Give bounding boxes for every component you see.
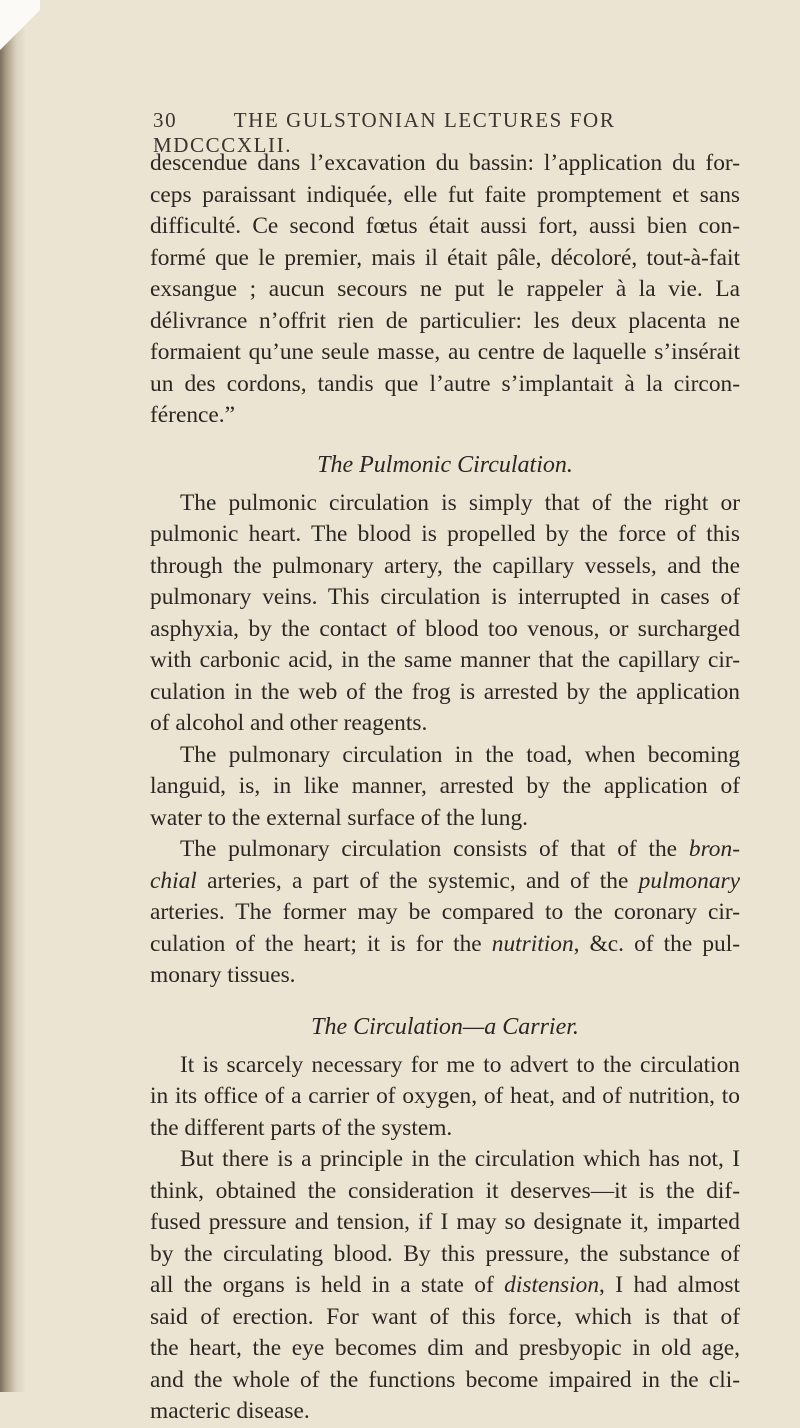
text-line: It is scarcely necessary for me to advert to the circulation	[180, 1051, 740, 1078]
text-line: arteries. The former may be compared to the coronary cir-	[150, 899, 740, 925]
section-heading-carrier: The Circulation—a Carrier.	[311, 1013, 579, 1040]
page-body	[150, 148, 740, 1428]
text-line: culation of the heart; it is for the nutrition, &c. of the pul-	[150, 930, 740, 957]
text-line: asphyxia, by the contact of blood too venous, or surcharged	[150, 615, 740, 642]
text-line: chial arteries, a part of the systemic, and of the pulmonary	[150, 867, 740, 894]
text-line: pulmonic heart. The blood is propelled by the force of this	[150, 521, 740, 547]
text-line: The pulmonary circulation consists of that of the bron-	[180, 836, 740, 862]
paragraph-pulmonic-2	[150, 740, 740, 835]
text-line: un des cordons, tandis que l’autre s’implantait à la circon-	[150, 370, 740, 397]
text-line: monary tissues.	[150, 962, 296, 988]
text-line: and the whole of the functions become impaired in the cli-	[150, 1366, 740, 1393]
running-title: THE GULSTONIAN LECTURES FOR MDCCCXLII.	[153, 108, 616, 157]
page-number: 30	[153, 108, 178, 132]
page-corner	[0, 0, 40, 70]
section-heading-pulmonic: The Pulmonic Circulation.	[317, 451, 573, 478]
text-line: But there is a principle in the circulation which has not, I	[180, 1146, 740, 1172]
page-edge-shadow	[0, 0, 26, 1392]
text-line: exsangue ; aucun secours ne put le rappeler à la vie. La	[150, 276, 740, 302]
text-line: in its office of a carrier of oxygen, of heat, and of nutrition, to	[150, 1083, 740, 1109]
text-line: of alcohol and other reagents.	[150, 710, 428, 736]
text-line: water to the external surface of the lung.	[150, 804, 528, 831]
paragraph-french-quote	[150, 148, 740, 432]
text-line: macteric disease.	[150, 1398, 310, 1424]
text-line: by the circulating blood. By this pressure, the substance of	[150, 1240, 740, 1267]
text-line: descendue dans l’excavation du bassin: l’application du for-	[150, 150, 740, 176]
text-line: all the organs is held in a state of distension, I had almost	[150, 1272, 740, 1298]
text-line: with carbonic acid, in the same manner that the capillary cir-	[150, 647, 740, 673]
text-line: The pulmonic circulation is simply that of the right or	[180, 489, 740, 516]
text-line: difficulté. Ce second fœtus était aussi fort, aussi bien con-	[150, 213, 740, 239]
text-line: said of erection. For want of this force, which is that of	[150, 1303, 740, 1330]
paragraph-carrier-2	[150, 1144, 740, 1428]
paragraph-carrier-1	[150, 1050, 740, 1145]
text-line: ceps paraissant indiquée, elle fut faite promptement et sans	[150, 181, 740, 208]
paragraph-pulmonic-3	[150, 834, 740, 992]
text-line: the heart, the eye becomes dim and presbyopic in old age,	[150, 1335, 740, 1361]
text-line: formé que le premier, mais il était pâle, décoloré, tout-à-fait	[150, 244, 740, 271]
text-line: culation in the web of the frog is arrested by the application	[150, 678, 740, 705]
text-line: formaient qu’une seule masse, au centre de laquelle s’insérait	[150, 339, 740, 365]
text-line: think, obtained the consideration it deserves—it is the dif-	[150, 1177, 740, 1204]
text-line: The pulmonary circulation in the toad, when becoming	[180, 741, 740, 768]
text-line: fused pressure and tension, if I may so designate it, imparted	[150, 1209, 740, 1235]
text-line: the different parts of the system.	[150, 1114, 453, 1141]
text-line: férence.”	[150, 402, 236, 428]
text-line: pulmonary veins. This circulation is interrupted in cases of	[150, 584, 740, 610]
paragraph-pulmonic-1	[150, 488, 740, 740]
text-line: languid, is, in like manner, arrested by the application of	[150, 773, 740, 799]
text-line: délivrance n’offrit rien de particulier: les deux placenta ne	[150, 307, 740, 334]
text-line: through the pulmonary artery, the capillary vessels, and the	[150, 552, 740, 579]
